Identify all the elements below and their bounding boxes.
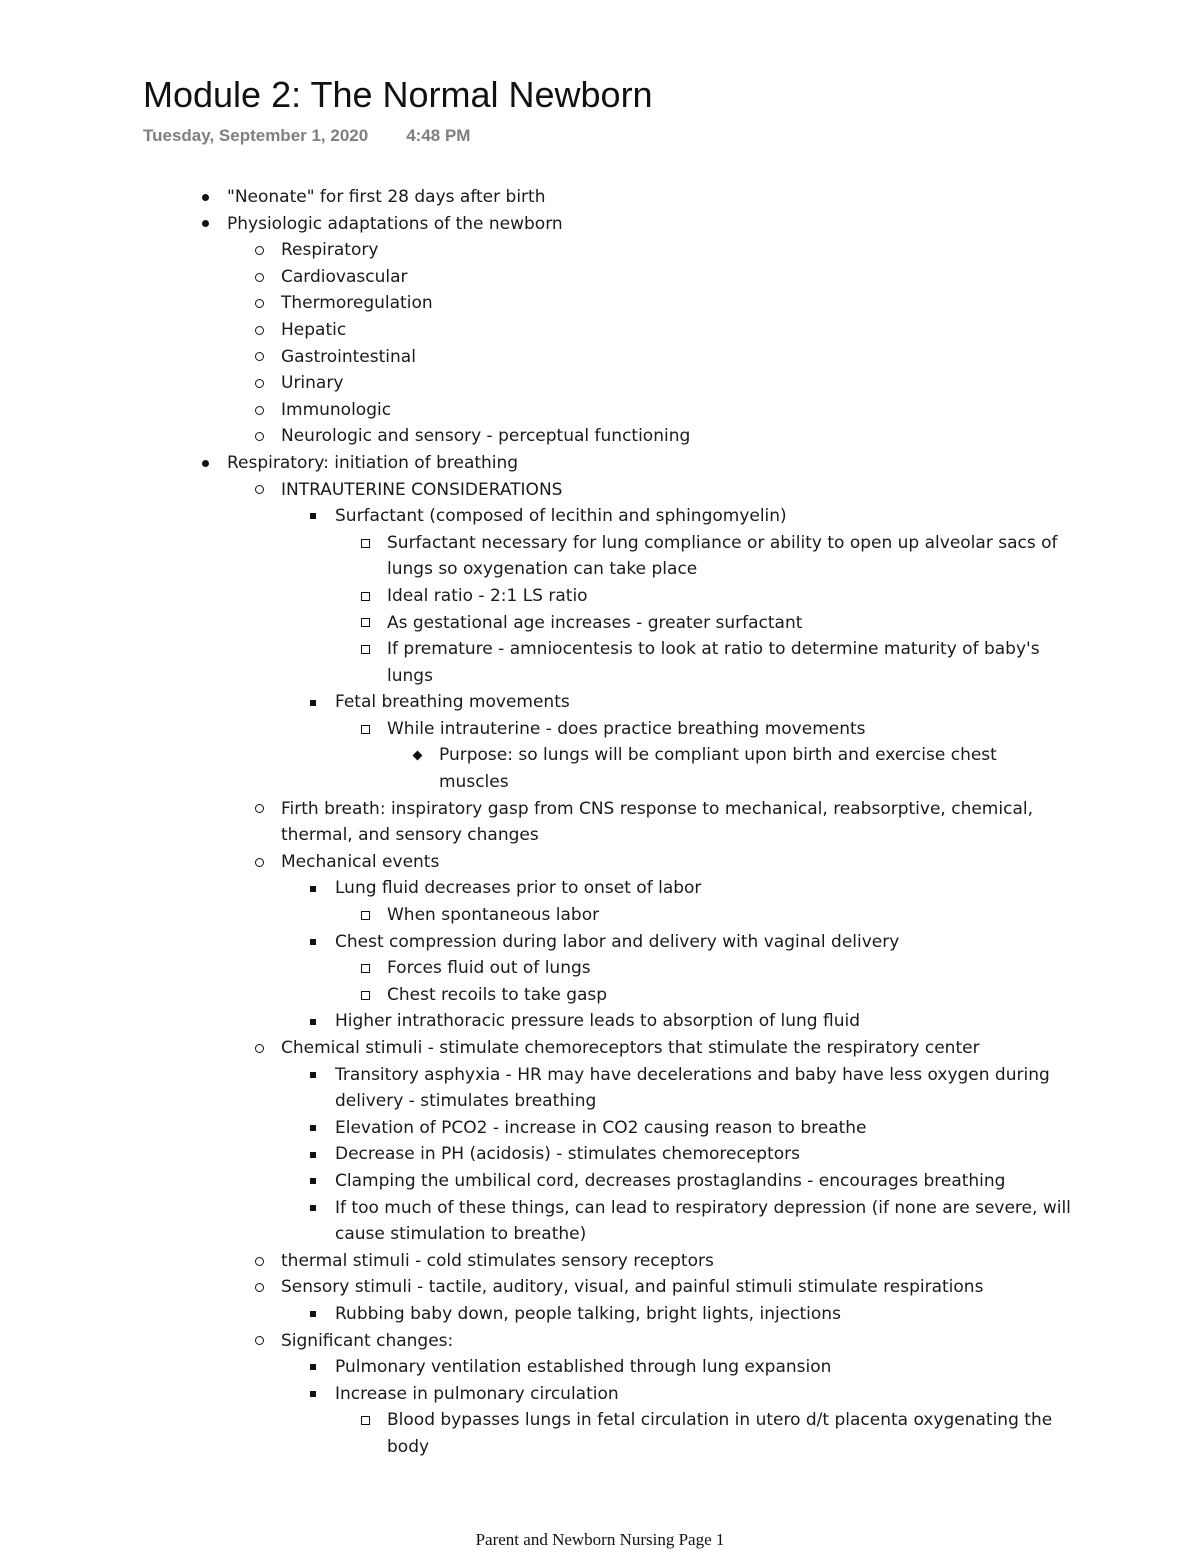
outline-item <box>0 264 1200 291</box>
outline-item-text: Chemical stimuli - stimulate chemoreceptors that stimulate the respiratory center <box>281 1038 980 1058</box>
outline-item-text: Physiologic adaptations of the newborn <box>227 213 563 234</box>
outline-item <box>0 1062 1200 1115</box>
hollow-square-bullet-icon <box>358 716 372 743</box>
outline-item-text: Higher intrathoracic pressure leads to absorption of lung fluid <box>335 1011 860 1032</box>
outline-item <box>0 1407 1200 1460</box>
circle-bullet-icon <box>252 397 266 424</box>
page-title: Module 2: The Normal Newborn <box>143 74 653 115</box>
outline-item <box>0 1248 1200 1275</box>
circle-bullet-icon <box>252 290 266 317</box>
square-bullet-icon <box>306 1354 320 1381</box>
circle-bullet-icon <box>252 1035 266 1062</box>
outline-item <box>0 423 1200 450</box>
outline-item <box>0 1354 1200 1381</box>
outline-item <box>0 370 1200 397</box>
outline-item-text: Transitory asphyxia - HR may have decelerations and baby have less oxygen during delivery - stimulates breathing <box>335 1064 1050 1112</box>
hollow-square-bullet-icon <box>358 610 372 637</box>
disc-bullet-icon <box>198 184 212 211</box>
outline-item-text: "Neonate" for first 28 days after birth <box>227 187 546 207</box>
outline-item-text: Urinary <box>281 373 344 394</box>
outline-item <box>0 742 1200 795</box>
disc-bullet-icon <box>198 211 212 238</box>
outline-item-text: Sensory stimuli - tactile, auditory, visual, and painful stimuli stimulate respirations <box>281 1277 984 1298</box>
outline-item-text: While intrauterine - does practice breathing movements <box>387 718 866 739</box>
outline-item-text: Cardiovascular <box>281 266 408 287</box>
outline-item <box>0 929 1200 956</box>
hollow-square-bullet-icon <box>358 530 372 557</box>
outline-item <box>0 1168 1200 1195</box>
notes-outline <box>0 184 1200 1461</box>
outline-item <box>0 1195 1200 1248</box>
outline-item-text: Ideal ratio - 2:1 LS ratio <box>387 585 588 606</box>
page-time: 4:48 PM <box>406 126 471 145</box>
outline-item <box>0 477 1200 504</box>
outline-item-text: Significant changes: <box>281 1330 454 1351</box>
square-bullet-icon <box>306 1141 320 1168</box>
outline-item <box>0 636 1200 689</box>
outline-item <box>0 237 1200 264</box>
outline-item <box>0 211 1200 238</box>
outline-item-text: Elevation of PCO2 - increase in CO2 causing reason to breathe <box>335 1117 867 1138</box>
disc-bullet-icon <box>198 450 212 477</box>
outline-item <box>0 450 1200 477</box>
hollow-square-bullet-icon <box>358 955 372 982</box>
outline-item <box>0 344 1200 371</box>
circle-bullet-icon <box>252 237 266 264</box>
outline-item <box>0 955 1200 982</box>
outline-item-text: Mechanical events <box>281 851 440 872</box>
square-bullet-icon <box>306 1008 320 1035</box>
outline-item-text: Rubbing baby down, people talking, bright lights, injections <box>335 1303 841 1324</box>
square-bullet-icon <box>306 503 320 530</box>
outline-item-text: Respiratory: initiation of breathing <box>227 452 519 473</box>
hollow-square-bullet-icon <box>358 902 372 929</box>
outline-item-text: Pulmonary ventilation established through lung expansion <box>335 1357 832 1378</box>
outline-item <box>0 1141 1200 1168</box>
page-date: Tuesday, September 1, 2020 <box>143 126 369 145</box>
outline-item <box>0 530 1200 583</box>
outline-item <box>0 290 1200 317</box>
page-footer: Parent and Newborn Nursing Page 1 <box>475 1530 725 1549</box>
outline-item <box>0 1274 1200 1301</box>
outline-item <box>0 1328 1200 1355</box>
square-bullet-icon <box>306 689 320 716</box>
square-bullet-icon <box>306 1381 320 1408</box>
outline-item <box>0 982 1200 1009</box>
hollow-square-bullet-icon <box>358 583 372 610</box>
square-bullet-icon <box>306 929 320 956</box>
outline-item-text: Immunologic <box>281 399 392 420</box>
outline-item-text: Firth breath: inspiratory gasp from CNS response to mechanical, reabsorptive, chemical, thermal, and sensory changes <box>281 798 1033 846</box>
outline-item-text: INTRAUTERINE CONSIDERATIONS <box>281 479 563 500</box>
hollow-square-bullet-icon <box>358 1407 372 1434</box>
outline-item-text: Forces fluid out of lungs <box>387 958 591 979</box>
outline-item <box>0 583 1200 610</box>
outline-item-text: thermal stimuli - cold stimulates sensory receptors <box>281 1250 714 1271</box>
outline-item <box>0 1301 1200 1328</box>
circle-bullet-icon <box>252 344 266 371</box>
square-bullet-icon <box>306 1062 320 1089</box>
outline-item <box>0 184 1200 211</box>
circle-bullet-icon <box>252 1248 266 1275</box>
outline-item-text: If too much of these things, can lead to respiratory depression (if none are severe, will cause stimulation to breathe) <box>335 1197 1071 1245</box>
outline-item <box>0 902 1200 929</box>
outline-item <box>0 610 1200 637</box>
page-metadata <box>143 126 470 146</box>
outline-item-text: Respiratory <box>281 240 379 261</box>
outline-item <box>0 796 1200 849</box>
circle-bullet-icon <box>252 796 266 823</box>
outline-item-text: Surfactant (composed of lecithin and sphingomyelin) <box>335 506 787 527</box>
outline-item-text: Increase in pulmonary circulation <box>335 1383 619 1404</box>
outline-item-text: Neurologic and sensory - perceptual functioning <box>281 426 691 447</box>
outline-item-text: Clamping the umbilical cord, decreases prostaglandins - encourages breathing <box>335 1170 1006 1191</box>
outline-item <box>0 397 1200 424</box>
outline-item-text: Surfactant necessary for lung compliance or ability to open up alveolar sacs of lungs so oxygenation can take place <box>387 532 1058 580</box>
outline-item-text: Chest compression during labor and delivery with vaginal delivery <box>335 931 900 952</box>
outline-item-text: If premature - amniocentesis to look at ratio to determine maturity of baby's lungs <box>387 639 1040 686</box>
hollow-square-bullet-icon <box>358 982 372 1009</box>
outline-item <box>0 1115 1200 1142</box>
circle-bullet-icon <box>252 1328 266 1355</box>
outline-item <box>0 503 1200 530</box>
diamond-bullet-icon <box>410 742 424 769</box>
outline-item-text: Hepatic <box>281 319 347 340</box>
circle-bullet-icon <box>252 317 266 344</box>
circle-bullet-icon <box>252 849 266 876</box>
circle-bullet-icon <box>252 264 266 291</box>
outline-item <box>0 875 1200 902</box>
square-bullet-icon <box>306 1301 320 1328</box>
circle-bullet-icon <box>252 1274 266 1301</box>
outline-item-text: Gastrointestinal <box>281 346 416 367</box>
outline-item-text: Chest recoils to take gasp <box>387 984 608 1005</box>
outline-item-text: Blood bypasses lungs in fetal circulation in utero d/t placenta oxygenating the body <box>387 1410 1053 1457</box>
outline-item <box>0 689 1200 716</box>
outline-item-text: Purpose: so lungs will be compliant upon birth and exercise chest muscles <box>439 745 997 793</box>
outline-item <box>0 849 1200 876</box>
outline-item <box>0 1035 1200 1062</box>
square-bullet-icon <box>306 875 320 902</box>
outline-item <box>0 1381 1200 1408</box>
square-bullet-icon <box>306 1115 320 1142</box>
outline-item <box>0 716 1200 743</box>
circle-bullet-icon <box>252 370 266 397</box>
circle-bullet-icon <box>252 423 266 450</box>
outline-item-text: Thermoregulation <box>281 293 433 314</box>
outline-item <box>0 1008 1200 1035</box>
outline-item-text: As gestational age increases - greater surfactant <box>387 612 803 633</box>
square-bullet-icon <box>306 1195 320 1222</box>
outline-item-text: When spontaneous labor <box>387 905 600 926</box>
circle-bullet-icon <box>252 477 266 504</box>
outline-item-text: Lung fluid decreases prior to onset of labor <box>335 878 702 899</box>
square-bullet-icon <box>306 1168 320 1195</box>
outline-item-text: Fetal breathing movements <box>335 692 570 713</box>
hollow-square-bullet-icon <box>358 636 372 663</box>
outline-item <box>0 317 1200 344</box>
outline-item-text: Decrease in PH (acidosis) - stimulates chemoreceptors <box>335 1144 801 1165</box>
